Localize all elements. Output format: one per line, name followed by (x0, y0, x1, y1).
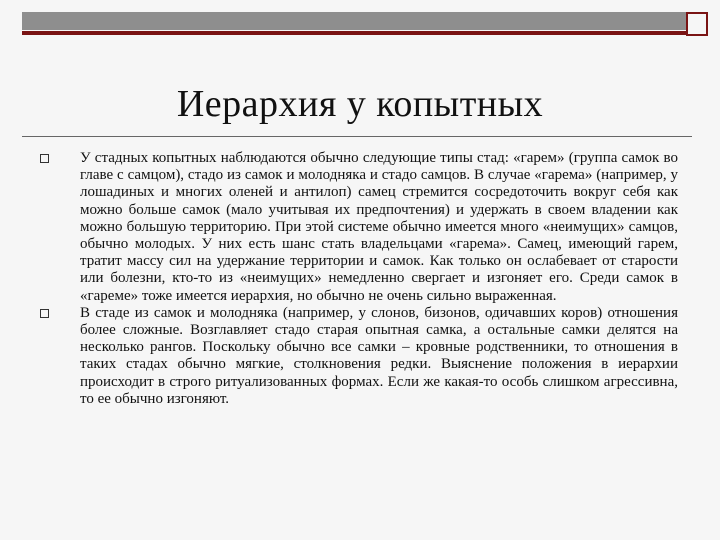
header-bar (22, 12, 686, 30)
bullet-item (40, 305, 680, 408)
corner-square-decoration (686, 12, 708, 36)
square-bullet-icon (40, 154, 49, 163)
bullet-item (40, 150, 680, 305)
title-divider (22, 136, 692, 137)
header-accent-line (22, 31, 686, 35)
slide-body (40, 150, 680, 408)
square-bullet-icon (40, 309, 49, 318)
bullet-text: У стадных копытных наблюдаются обычно следующие типы стад: «гарем» (группа самок во главе с самцом), стадо из самок и молодняка и стадо самцов. В случае «гарема» (например, у лошадиных и многих оленей и антилоп) самец стремится сосредоточить вокруг себя как можно больше самок (мало учитывая их предпочтения) и удержать в своем владении как можно большую территорию. При этой системе обычно имеется много «неимущих» самцов, обычно молодых. У них есть шанс стать владельцами «гарема». Самец, имеющий гарем, тратит массу сил на удержание территории и самок. Как только он ослабевает от старости или болезни, кто-то из «неимущих» немедленно свергает и изгоняет его. Среди самок в «гареме» тоже имеется иерархия, но обычно не очень сильно выраженная. (80, 150, 678, 304)
slide-title: Иерархия у копытных (176, 83, 544, 125)
bullet-text: В стаде из самок и молодняка (например, у слонов, бизонов, одичавших коров) отношения более сложные. Возглавляет стадо старая опытная самка, а остальные самки делятся на несколько рангов. Поскольку обычно все самки – кровные родственники, то отношения в таких стадах обычно мягкие, столкновения редки. Выяснение положения в иерархии происходит в строго ритуализованных формах. Если же какая-то особь слишком агрессивна, то ее обычно изгоняют. (80, 304, 678, 407)
